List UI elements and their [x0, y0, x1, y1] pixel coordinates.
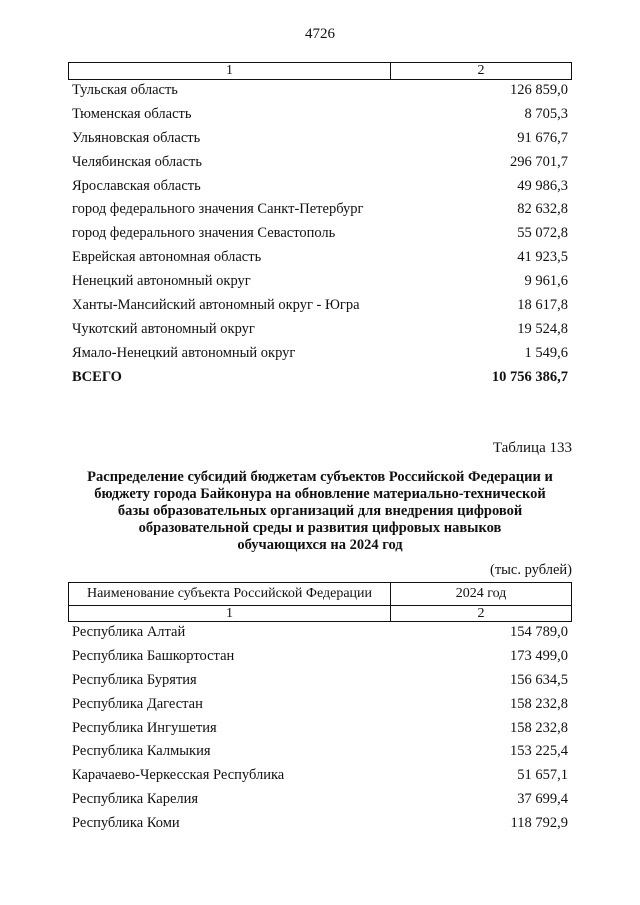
region-value: 82 632,8 [517, 201, 568, 218]
table-row [72, 273, 568, 297]
region-name: Тюменская область [72, 105, 192, 122]
region-value: 126 859,0 [510, 82, 568, 98]
table-row [72, 201, 568, 225]
table-row [72, 297, 568, 321]
table-row [72, 743, 568, 767]
region-value: 156 634,5 [510, 671, 568, 688]
region-name: Республика Калмыкия [72, 743, 211, 760]
region-name: Республика Коми [72, 815, 180, 832]
table-row [72, 178, 568, 202]
region-value: 296 701,7 [510, 153, 568, 170]
region-value: 173 499,0 [510, 647, 568, 664]
table1-body [72, 82, 568, 393]
region-name: Карачаево-Черкесская Республика [72, 767, 285, 784]
table-row [72, 815, 568, 839]
region-name: Еврейская автономная область [72, 249, 262, 266]
table-row [72, 791, 568, 815]
table-row [72, 672, 568, 696]
table2-header-col1 [69, 583, 391, 621]
region-value: 55 072,8 [517, 225, 568, 242]
region-value: 158 232,8 [510, 695, 568, 712]
region-value: 118 792,9 [510, 815, 568, 832]
table-row [72, 249, 568, 273]
region-value: 91 676,7 [517, 129, 568, 146]
region-name: Тульская область [72, 82, 178, 98]
table-row [72, 130, 568, 154]
region-name: Республика Ингушетия [72, 719, 217, 736]
table-row [72, 106, 568, 130]
table-row [72, 154, 568, 178]
total-row [72, 369, 568, 393]
column-header-year: 2024 год [391, 583, 571, 606]
total-value: 10 756 386,7 [491, 368, 568, 385]
region-value: 18 617,8 [517, 297, 568, 314]
table-number-label: Таблица 133 [492, 440, 572, 456]
region-name: Республика Алтай [72, 624, 186, 640]
region-value: 154 789,0 [510, 624, 568, 640]
region-value: 19 524,8 [517, 320, 568, 337]
table2-header-col2 [391, 583, 571, 621]
table-title-line: базы образовательных организаций для внедрения цифровой [117, 503, 523, 519]
table1-header [68, 62, 572, 80]
table1-col2-number: 2 [477, 63, 485, 78]
region-value: 51 657,1 [517, 767, 568, 784]
region-value: 49 986,3 [517, 177, 568, 194]
units-label: (тыс. рублей) [490, 562, 572, 578]
region-name: Чукотский автономный округ [72, 320, 255, 337]
region-value: 9 961,6 [524, 273, 568, 290]
table-row [72, 321, 568, 345]
region-name: город федерального значения Севастополь [72, 225, 336, 242]
table-title-line: бюджету города Байконура на обновление материально-технической [94, 486, 546, 502]
table-row [72, 82, 568, 106]
table2-body [72, 624, 568, 839]
table-title [60, 469, 580, 554]
region-value: 37 699,4 [517, 791, 568, 808]
table-row [72, 345, 568, 369]
region-name: Республика Бурятия [72, 671, 197, 688]
region-value: 158 232,8 [510, 719, 568, 736]
table-row [72, 696, 568, 720]
region-name: Республика Карелия [72, 791, 199, 808]
table-title-line: обучающихся на 2024 год [237, 537, 403, 553]
table-row [72, 767, 568, 791]
region-name: город федерального значения Санкт-Петербург [72, 201, 364, 218]
region-name: Ульяновская область [72, 129, 201, 146]
table-row [72, 648, 568, 672]
region-name: Ямало-Ненецкий автономный округ [72, 344, 296, 361]
region-value: 1 549,6 [524, 344, 568, 361]
table2-col2-number: 2 [477, 606, 485, 621]
region-name: Ярославская область [72, 177, 201, 194]
table-title-line: образовательной среды и развития цифровых навыков [138, 520, 502, 536]
table-title-line: Распределение субсидий бюджетам субъектов Российской Федерации и [87, 469, 553, 485]
total-label: ВСЕГО [72, 368, 122, 385]
region-name: Республика Башкортостан [72, 647, 235, 664]
region-value: 41 923,5 [517, 249, 568, 266]
table-row [72, 720, 568, 744]
region-name: Челябинская область [72, 153, 202, 170]
region-name: Ненецкий автономный округ [72, 273, 251, 290]
region-name: Республика Дагестан [72, 695, 203, 712]
table-row [72, 225, 568, 249]
column-header-name: Наименование субъекта Российской Федерации [69, 583, 390, 606]
table1-col1-number: 1 [69, 63, 391, 79]
region-value: 153 225,4 [510, 743, 568, 760]
table-row [72, 624, 568, 648]
table2-header [68, 582, 572, 622]
page-number: 4726 [305, 26, 335, 42]
region-name: Ханты-Мансийский автономный округ - Югра [72, 297, 360, 314]
region-value: 8 705,3 [524, 105, 568, 122]
table2-col1-number: 1 [226, 606, 233, 621]
